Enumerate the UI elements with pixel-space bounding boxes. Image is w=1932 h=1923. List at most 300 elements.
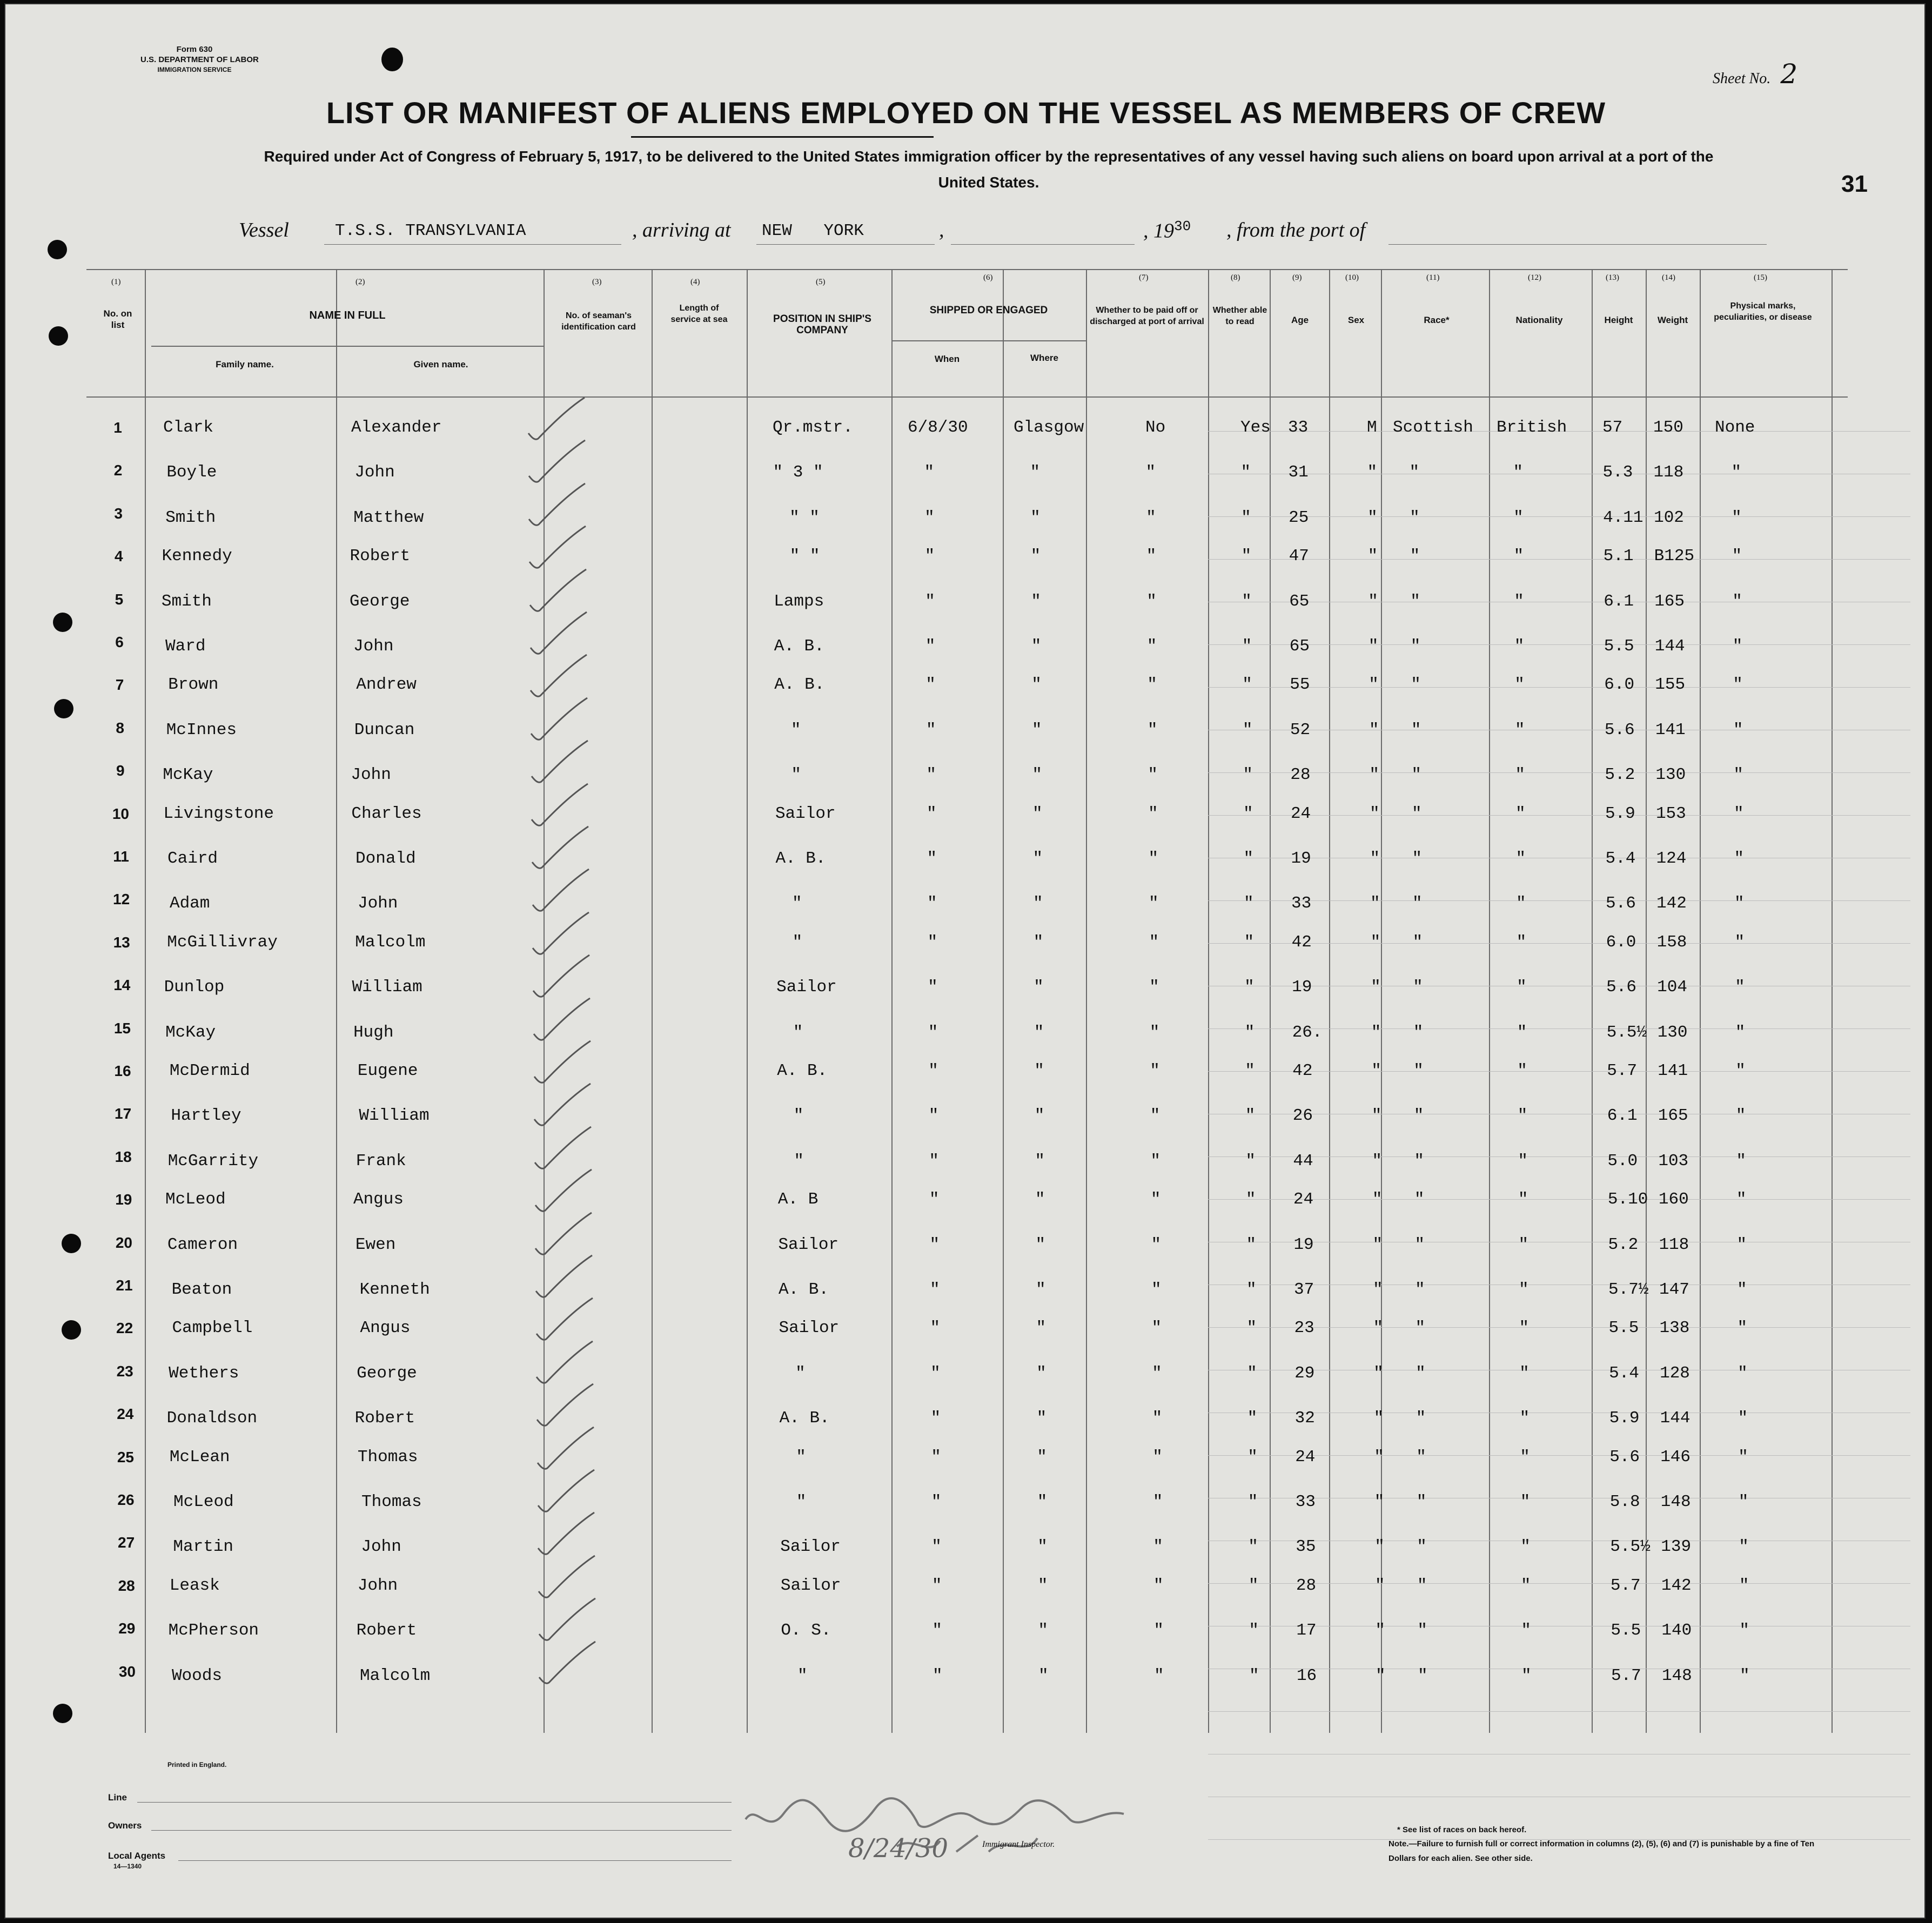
given-name-cell: John bbox=[361, 1537, 401, 1557]
nationality-cell: " bbox=[1515, 849, 1526, 868]
able-to-read-cell: " bbox=[1244, 1023, 1255, 1042]
given-name-cell: Duncan bbox=[354, 720, 415, 739]
able-to-read-cell: " bbox=[1244, 894, 1254, 913]
race-cell: " bbox=[1415, 1319, 1426, 1338]
race-cell: " bbox=[1417, 1537, 1427, 1557]
race-cell: Scottish bbox=[1393, 418, 1473, 437]
col-number-7: (7) bbox=[1139, 273, 1149, 282]
row-number: 10 bbox=[112, 805, 129, 822]
position-cell: A. B. bbox=[777, 1061, 828, 1080]
able-to-read-cell: " bbox=[1241, 508, 1251, 527]
nationality-cell: British bbox=[1497, 418, 1567, 437]
weight-cell: 118 bbox=[1659, 1235, 1689, 1254]
given-name-cell: John bbox=[354, 463, 395, 482]
given-name-cell: Thomas bbox=[357, 1447, 418, 1467]
sheet-label: Sheet No. bbox=[1713, 70, 1771, 87]
year-prefix: 19 bbox=[1153, 219, 1174, 243]
column-divider bbox=[1329, 269, 1330, 1733]
shipped-when-cell: " bbox=[931, 1447, 941, 1467]
punch-hole bbox=[53, 1704, 72, 1723]
col-header-age: Age bbox=[1291, 315, 1309, 325]
physical-marks-cell: " bbox=[1738, 1363, 1748, 1383]
col-header-shipped: SHIPPED OR ENGAGED bbox=[929, 305, 1048, 316]
age-cell: 29 bbox=[1294, 1363, 1315, 1383]
year-suffix: 30 bbox=[1174, 218, 1191, 234]
name-subrule bbox=[151, 346, 544, 347]
position-cell: Qr.mstr. bbox=[773, 418, 853, 437]
position-cell: " bbox=[796, 1492, 807, 1511]
height-cell: 5.5½ bbox=[1606, 1023, 1647, 1042]
race-cell: " bbox=[1416, 1363, 1426, 1383]
height-cell: 5.6 bbox=[1604, 720, 1635, 739]
position-cell: " 3 " bbox=[773, 463, 823, 482]
position-cell: " bbox=[792, 894, 802, 913]
paid-off-cell: " bbox=[1149, 1023, 1160, 1042]
age-cell: 32 bbox=[1294, 1409, 1315, 1428]
nationality-cell: " bbox=[1513, 508, 1524, 527]
paid-off-cell: " bbox=[1151, 1280, 1162, 1299]
col-number-13: (13) bbox=[1606, 273, 1619, 282]
nationality-cell: " bbox=[1513, 547, 1524, 566]
col-number-9: (9) bbox=[1292, 273, 1302, 282]
shipped-when-cell: " bbox=[925, 720, 936, 739]
checkmark-icon bbox=[533, 1382, 598, 1430]
printed-in: Printed in England. bbox=[167, 1761, 227, 1769]
age-cell: 42 bbox=[1291, 932, 1312, 952]
shipped-where-cell: " bbox=[1032, 804, 1043, 823]
row-number: 22 bbox=[116, 1320, 133, 1337]
punch-hole bbox=[381, 48, 403, 71]
shipped-when-cell: " bbox=[926, 804, 937, 823]
age-cell: 33 bbox=[1295, 1492, 1316, 1511]
checkmark-icon bbox=[532, 1339, 597, 1388]
paid-off-cell: " bbox=[1148, 849, 1159, 868]
position-cell: Lamps bbox=[774, 591, 824, 611]
punch-hole bbox=[48, 240, 67, 259]
age-cell: 16 bbox=[1296, 1666, 1317, 1685]
age-cell: 19 bbox=[1293, 1235, 1314, 1254]
shipped-when-cell: " bbox=[928, 1106, 939, 1126]
nationality-cell: " bbox=[1520, 1492, 1531, 1511]
row-number: 17 bbox=[115, 1105, 132, 1122]
given-name-cell: John bbox=[357, 1576, 398, 1595]
col-header-where: Where bbox=[1030, 353, 1058, 363]
family-name-cell: Cameron bbox=[167, 1235, 238, 1254]
position-cell: " bbox=[790, 720, 801, 739]
family-name-cell: Leask bbox=[169, 1576, 220, 1595]
shipped-where-cell: " bbox=[1037, 1537, 1048, 1557]
height-cell: 5.5½ bbox=[1610, 1537, 1651, 1557]
nationality-cell: " bbox=[1517, 978, 1527, 997]
nationality-cell: " bbox=[1520, 1576, 1531, 1595]
height-cell: 5.5 bbox=[1608, 1319, 1639, 1338]
sex-cell: " bbox=[1372, 1235, 1383, 1254]
family-name-cell: McKay bbox=[165, 1023, 216, 1042]
able-to-read-cell: " bbox=[1243, 765, 1253, 785]
col-header-height: Height bbox=[1604, 315, 1633, 325]
physical-marks-cell: " bbox=[1735, 1023, 1746, 1042]
position-cell: A. B. bbox=[779, 1409, 830, 1428]
checkmark-icon bbox=[525, 438, 589, 487]
row-number: 28 bbox=[118, 1577, 135, 1594]
sex-cell: " bbox=[1369, 675, 1379, 695]
height-cell: 57 bbox=[1602, 418, 1623, 437]
paid-off-cell: " bbox=[1148, 765, 1158, 785]
given-name-cell: Angus bbox=[353, 1190, 404, 1209]
sex-cell: " bbox=[1369, 804, 1380, 823]
shipped-subrule bbox=[891, 340, 1086, 341]
checkmark-icon bbox=[534, 1554, 599, 1602]
row-rule bbox=[1208, 516, 1910, 517]
weight-cell: 144 bbox=[1660, 1409, 1691, 1428]
position-cell: A. B. bbox=[774, 675, 825, 695]
paid-off-cell: " bbox=[1147, 675, 1157, 695]
row-number: 6 bbox=[115, 634, 124, 650]
age-cell: 28 bbox=[1290, 765, 1311, 785]
nationality-cell: " bbox=[1517, 1106, 1528, 1126]
position-cell: A. B. bbox=[775, 849, 826, 868]
height-cell: 5.0 bbox=[1607, 1151, 1638, 1171]
footer-rule bbox=[151, 1830, 732, 1831]
header-bottom-rule bbox=[86, 396, 1848, 398]
given-name-cell: Matthew bbox=[353, 508, 424, 527]
shipped-when-cell: " bbox=[924, 463, 935, 482]
family-name-cell: Livingstone bbox=[163, 804, 274, 823]
weight-cell: B125 bbox=[1654, 547, 1695, 566]
line-label: Line bbox=[108, 1792, 127, 1803]
position-cell: Sailor bbox=[780, 1576, 841, 1595]
physical-marks-cell: " bbox=[1734, 849, 1745, 868]
col-number-3: (3) bbox=[592, 278, 602, 286]
age-cell: 25 bbox=[1289, 508, 1309, 527]
checkmark-icon bbox=[526, 610, 591, 658]
nationality-cell: " bbox=[1515, 765, 1525, 785]
family-name-cell: Campbell bbox=[172, 1319, 253, 1338]
col-header-name: NAME IN FULL bbox=[309, 310, 386, 321]
height-cell: 6.0 bbox=[1606, 932, 1636, 952]
nationality-cell: " bbox=[1518, 1151, 1528, 1171]
shipped-where-cell: " bbox=[1033, 932, 1044, 952]
checkmark-icon bbox=[527, 782, 592, 830]
able-to-read-cell: " bbox=[1244, 978, 1255, 997]
row-number: 21 bbox=[116, 1277, 133, 1294]
height-cell: 5.1 bbox=[1603, 547, 1634, 566]
able-to-read-cell: " bbox=[1248, 1537, 1258, 1557]
physical-marks-cell: " bbox=[1736, 1190, 1747, 1209]
nationality-cell: " bbox=[1514, 675, 1525, 695]
checkmark-icon bbox=[531, 1211, 596, 1259]
given-name-cell: William bbox=[352, 978, 422, 997]
column-divider bbox=[891, 269, 893, 1733]
nationality-cell: " bbox=[1519, 1319, 1530, 1338]
shipped-where-cell: " bbox=[1034, 978, 1044, 997]
checkmark-icon bbox=[528, 824, 593, 873]
shipped-where-cell: " bbox=[1030, 463, 1041, 482]
weight-cell: 124 bbox=[1656, 849, 1687, 868]
physical-marks-cell: " bbox=[1732, 508, 1742, 527]
family-name-cell: McLean bbox=[169, 1447, 230, 1467]
age-cell: 65 bbox=[1289, 591, 1310, 611]
row-rule bbox=[1208, 644, 1910, 645]
race-cell: " bbox=[1415, 1280, 1425, 1299]
shipped-where-cell: " bbox=[1034, 1061, 1044, 1080]
comma: , bbox=[939, 219, 944, 241]
sex-cell: " bbox=[1371, 1023, 1381, 1042]
paid-off-cell: " bbox=[1152, 1363, 1162, 1383]
race-cell: " bbox=[1412, 894, 1423, 913]
given-name-cell: Robert bbox=[350, 547, 411, 566]
age-cell: 47 bbox=[1289, 547, 1309, 566]
shipped-when-cell: " bbox=[925, 591, 935, 611]
sex-cell: " bbox=[1368, 591, 1378, 611]
shipped-when-cell: " bbox=[930, 1319, 941, 1338]
physical-marks-cell: " bbox=[1739, 1621, 1749, 1640]
shipped-where-cell: " bbox=[1034, 1023, 1044, 1042]
row-number: 26 bbox=[117, 1491, 135, 1508]
height-cell: 5.6 bbox=[1606, 978, 1636, 997]
given-name-cell: Malcolm bbox=[355, 932, 426, 952]
shipped-when-cell: " bbox=[929, 1151, 939, 1171]
paid-off-cell: " bbox=[1146, 591, 1157, 611]
sex-cell: " bbox=[1373, 1319, 1384, 1338]
shipped-where-cell: " bbox=[1031, 591, 1041, 611]
col-number-8: (8) bbox=[1231, 273, 1240, 282]
family-name-cell: McGillivray bbox=[167, 932, 278, 952]
given-name-cell: Angus bbox=[360, 1319, 411, 1338]
position-cell: Sailor bbox=[776, 978, 837, 997]
able-to-read-cell: Yes bbox=[1240, 418, 1271, 437]
shipped-where-cell: " bbox=[1037, 1492, 1048, 1511]
row-number: 25 bbox=[117, 1448, 134, 1465]
race-cell: " bbox=[1410, 508, 1420, 527]
race-cell: " bbox=[1412, 932, 1423, 952]
able-to-read-cell: " bbox=[1241, 547, 1252, 566]
row-rule bbox=[1208, 943, 1910, 944]
checkmark-icon bbox=[534, 1468, 599, 1516]
checkmark-icon bbox=[529, 953, 594, 1001]
sex-cell: " bbox=[1372, 1190, 1383, 1209]
race-cell: " bbox=[1413, 1061, 1424, 1080]
sex-cell: " bbox=[1370, 849, 1380, 868]
physical-marks-cell: " bbox=[1735, 978, 1745, 997]
shipped-where-cell: " bbox=[1032, 849, 1043, 868]
given-name-cell: George bbox=[357, 1363, 417, 1383]
col-header-no: No. on list bbox=[103, 308, 132, 330]
able-to-read-cell: " bbox=[1245, 1151, 1256, 1171]
checkmark-icon bbox=[532, 1253, 596, 1302]
punch-hole bbox=[54, 699, 73, 718]
weight-cell: 146 bbox=[1660, 1447, 1691, 1467]
family-name-cell: Smith bbox=[165, 508, 216, 527]
shipped-when-cell: " bbox=[927, 894, 937, 913]
weight-cell: 148 bbox=[1661, 1666, 1692, 1685]
vessel-line bbox=[239, 218, 289, 242]
shipped-when-cell: " bbox=[931, 1576, 942, 1595]
weight-cell: 147 bbox=[1659, 1280, 1689, 1299]
position-cell: Sailor bbox=[779, 1319, 840, 1338]
family-name-cell: Caird bbox=[167, 849, 218, 868]
col-header-id-card: No. of seaman's identification card bbox=[561, 311, 636, 332]
row-number: 24 bbox=[117, 1406, 134, 1423]
height-cell: 5.2 bbox=[1605, 765, 1635, 785]
able-to-read-cell: " bbox=[1248, 1576, 1259, 1595]
family-name-cell: Kennedy bbox=[162, 547, 232, 566]
family-name-cell: Woods bbox=[171, 1666, 222, 1685]
given-name-cell: Frank bbox=[355, 1151, 406, 1171]
physical-marks-cell: " bbox=[1732, 591, 1742, 611]
row-rule bbox=[1208, 815, 1910, 816]
race-cell: " bbox=[1416, 1409, 1426, 1428]
physical-marks-cell: " bbox=[1737, 1280, 1747, 1299]
sex-cell: " bbox=[1367, 547, 1378, 566]
weight-cell: 104 bbox=[1657, 978, 1687, 997]
weight-cell: 128 bbox=[1660, 1363, 1690, 1383]
paid-off-cell: " bbox=[1153, 1576, 1164, 1595]
sex-cell: " bbox=[1375, 1666, 1386, 1685]
checkmark-icon bbox=[526, 653, 591, 701]
paid-off-cell: " bbox=[1147, 720, 1158, 739]
row-number: 1 bbox=[113, 419, 122, 436]
race-cell: " bbox=[1411, 720, 1421, 739]
row-number: 5 bbox=[115, 590, 124, 608]
row-number: 27 bbox=[118, 1534, 135, 1551]
nationality-cell: " bbox=[1521, 1666, 1532, 1685]
height-cell: 5.2 bbox=[1608, 1235, 1639, 1254]
able-to-read-cell: " bbox=[1245, 1106, 1256, 1126]
paid-off-cell: " bbox=[1149, 894, 1159, 913]
col-header-position: POSITION IN SHIP'S COMPANY bbox=[773, 313, 871, 336]
position-cell: Sailor bbox=[780, 1537, 841, 1557]
age-cell: 28 bbox=[1296, 1576, 1317, 1595]
row-number: 16 bbox=[114, 1063, 131, 1079]
paid-off-cell: " bbox=[1150, 1061, 1160, 1080]
height-cell: 5.7 bbox=[1611, 1666, 1641, 1685]
paid-off-cell: " bbox=[1150, 1190, 1161, 1209]
paid-off-cell: " bbox=[1149, 932, 1159, 952]
sex-cell: " bbox=[1371, 1061, 1381, 1080]
race-cell: " bbox=[1413, 978, 1423, 997]
vessel-name: T.S.S. TRANSYLVANIA bbox=[335, 221, 526, 240]
vessel-underline bbox=[324, 244, 621, 245]
age-cell: 19 bbox=[1291, 849, 1311, 868]
checkmark-icon bbox=[525, 524, 590, 573]
form-identifier bbox=[140, 44, 259, 75]
row-rule bbox=[1208, 900, 1910, 901]
agents-label: Local Agents bbox=[108, 1851, 166, 1861]
table-top-rule bbox=[86, 269, 1848, 270]
vessel-underline bbox=[1388, 244, 1767, 245]
position-cell: Sailor bbox=[775, 804, 836, 823]
height-cell: 5.4 bbox=[1609, 1363, 1639, 1383]
nationality-cell: " bbox=[1514, 591, 1524, 611]
physical-marks-cell: " bbox=[1739, 1537, 1749, 1557]
sex-cell: " bbox=[1367, 508, 1378, 527]
weight-cell: 160 bbox=[1658, 1190, 1689, 1209]
able-to-read-cell: " bbox=[1243, 849, 1254, 868]
weight-cell: 165 bbox=[1654, 591, 1685, 611]
physical-marks-cell: " bbox=[1732, 547, 1742, 566]
family-name-cell: Wethers bbox=[169, 1363, 239, 1383]
paid-off-cell: " bbox=[1149, 978, 1159, 997]
able-to-read-cell: " bbox=[1242, 591, 1252, 611]
col-header-when: When bbox=[934, 354, 960, 364]
family-name-cell: McInnes bbox=[166, 720, 237, 739]
paid-off-cell: " bbox=[1146, 508, 1156, 527]
height-cell: 5.4 bbox=[1605, 849, 1636, 868]
age-cell: 31 bbox=[1288, 463, 1309, 482]
given-name-cell: John bbox=[353, 637, 394, 656]
shipped-where-cell: " bbox=[1035, 1235, 1046, 1254]
weight-cell: 130 bbox=[1655, 765, 1686, 785]
nationality-cell: " bbox=[1519, 1409, 1530, 1428]
nationality-cell: " bbox=[1520, 1447, 1530, 1467]
column-divider bbox=[1832, 269, 1833, 1733]
physical-marks-cell: " bbox=[1738, 1409, 1748, 1428]
physical-marks-cell: " bbox=[1736, 1235, 1747, 1254]
position-cell: " bbox=[794, 1151, 804, 1171]
sex-cell: " bbox=[1369, 720, 1379, 739]
nationality-cell: " bbox=[1516, 894, 1526, 913]
sex-cell: " bbox=[1373, 1409, 1384, 1428]
given-name-cell: John bbox=[351, 765, 391, 785]
nationality-cell: " bbox=[1516, 932, 1527, 952]
given-name-cell: Robert bbox=[356, 1621, 417, 1640]
race-cell: " bbox=[1410, 547, 1420, 566]
sex-cell: " bbox=[1372, 1151, 1382, 1171]
physical-marks-cell: " bbox=[1739, 1576, 1749, 1595]
shipped-where-cell: " bbox=[1036, 1409, 1047, 1428]
position-cell: A. B bbox=[777, 1190, 819, 1209]
nationality-cell: " bbox=[1514, 637, 1525, 656]
race-note: * See list of races on back hereof. bbox=[1397, 1825, 1527, 1834]
page-subtitle: Required under Act of Congress of February 5, 1917, to be delivered to the United States immigration officer by the representatives of any vessel having such aliens on board upon arrival at a port of the United States. bbox=[264, 148, 1714, 191]
row-rule bbox=[1208, 559, 1910, 560]
col-header-given: Given name. bbox=[413, 359, 468, 369]
col-number-14: (14) bbox=[1662, 273, 1675, 282]
column-divider bbox=[1646, 269, 1647, 1733]
shipped-when-cell: " bbox=[925, 637, 936, 656]
row-number: 12 bbox=[113, 891, 130, 908]
physical-marks-cell: " bbox=[1731, 463, 1742, 482]
row-number: 13 bbox=[113, 933, 130, 951]
able-to-read-cell: " bbox=[1246, 1319, 1257, 1338]
checkmark-icon bbox=[534, 1510, 599, 1559]
form-number: Form 630 bbox=[176, 45, 213, 54]
able-to-read-cell: " bbox=[1246, 1280, 1257, 1299]
position-cell: A. B. bbox=[774, 637, 824, 656]
shipped-when-cell: " bbox=[927, 849, 937, 868]
column-divider bbox=[1003, 269, 1004, 1733]
column-divider bbox=[1208, 269, 1209, 1733]
family-name-cell: Brown bbox=[168, 675, 219, 695]
given-name-cell: Hugh bbox=[353, 1023, 394, 1042]
physical-marks-cell: " bbox=[1733, 675, 1743, 695]
position-cell: " bbox=[792, 932, 803, 952]
position-cell: " bbox=[791, 765, 801, 785]
row-number: 29 bbox=[118, 1620, 136, 1637]
row-number: 23 bbox=[116, 1362, 133, 1380]
age-cell: 44 bbox=[1293, 1151, 1313, 1171]
paid-off-cell: " bbox=[1153, 1621, 1164, 1640]
weight-cell: 102 bbox=[1654, 508, 1684, 527]
race-cell: " bbox=[1413, 1023, 1424, 1042]
sex-cell: " bbox=[1374, 1492, 1385, 1511]
footer-rule bbox=[137, 1802, 732, 1803]
paid-off-cell: " bbox=[1146, 547, 1157, 566]
physical-marks-cell: " bbox=[1737, 1319, 1748, 1338]
able-to-read-cell: " bbox=[1242, 675, 1252, 695]
paid-off-cell: " bbox=[1152, 1492, 1163, 1511]
